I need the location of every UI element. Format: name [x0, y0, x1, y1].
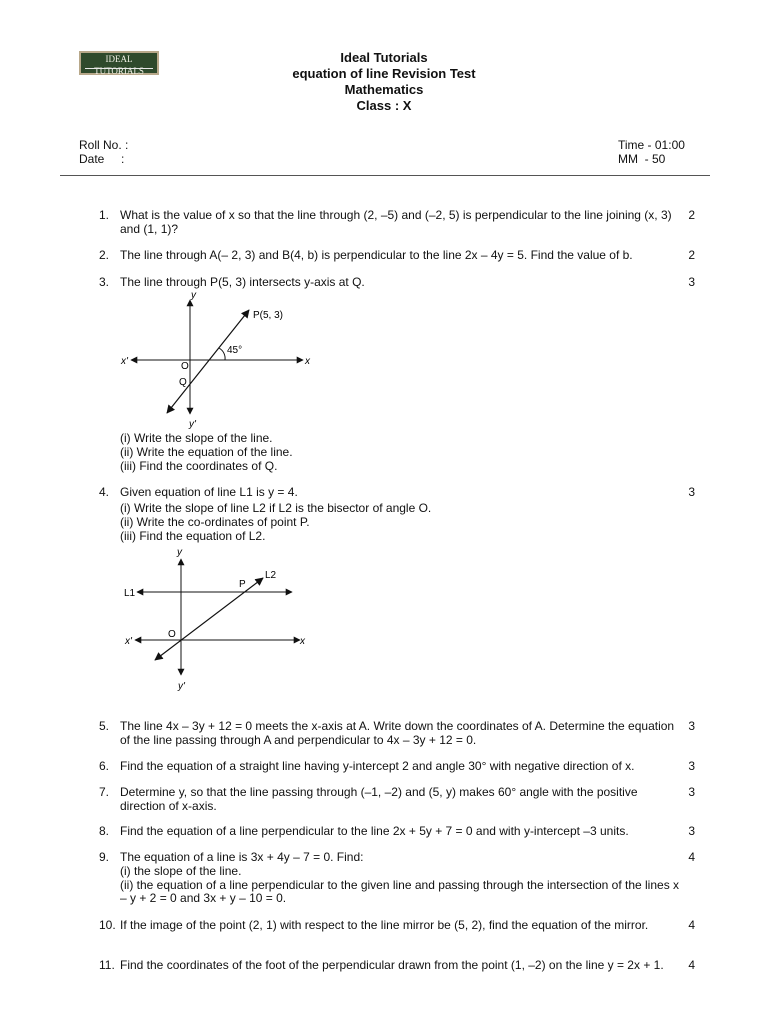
roll-no-label: Roll No. :: [79, 138, 129, 152]
fig1-y-label: y: [191, 290, 196, 301]
fig1-p-label: P(5, 3): [253, 310, 284, 321]
date-label: Date :: [79, 152, 125, 166]
q4-parts: (i) Write the slope of line L2 if L2 is the bisector of angle O. (ii) Write the co-ordinates of point P. (iii) Find the equation of L2.: [120, 501, 432, 543]
fig2-l1-label: L1: [124, 588, 136, 599]
figure-angle-bisector: [115, 545, 315, 693]
fig2-origin-label: O: [168, 629, 176, 640]
fig1-origin-label: O: [181, 361, 189, 372]
institute-name: Ideal Tutorials: [340, 50, 428, 65]
header-divider: [60, 175, 710, 176]
fig1-angle-label: 45°: [227, 345, 243, 356]
class-label: Class : X: [356, 98, 412, 113]
fig2-yprime-label: y': [178, 681, 185, 692]
logo-text: IDEAL TUTORIALS: [94, 54, 144, 76]
q3-parts: (i) Write the slope of the line. (ii) Write the equation of the line. (iii) Find the coordinates of Q.: [120, 431, 293, 473]
fig1-yprime-label: y': [189, 419, 196, 430]
figure-line-through-p: [115, 288, 325, 433]
subject: Mathematics: [344, 82, 424, 97]
marks-label: MM - 50: [618, 152, 666, 166]
fig2-l2-label: L2: [265, 570, 277, 581]
fig2-p-label: P: [239, 579, 246, 590]
q9-parts: (i) the slope of the line. (ii) the equation of a line perpendicular to the given line and passing through the intersection of the lines x – y + 2 = 0 and 3x + y – 10 = 0.: [120, 864, 680, 905]
document-header: [0, 50, 768, 114]
fig1-x-label: x: [305, 356, 310, 367]
test-title: equation of line Revision Test: [292, 66, 476, 81]
fig2-xprime-label: x': [125, 636, 132, 647]
time-label: Time - 01:00: [618, 138, 685, 152]
fig2-x-label: x: [300, 636, 305, 647]
fig1-xprime-label: x': [121, 356, 128, 367]
fig1-q-label: Q: [179, 377, 187, 388]
fig2-y-label: y: [177, 547, 182, 558]
